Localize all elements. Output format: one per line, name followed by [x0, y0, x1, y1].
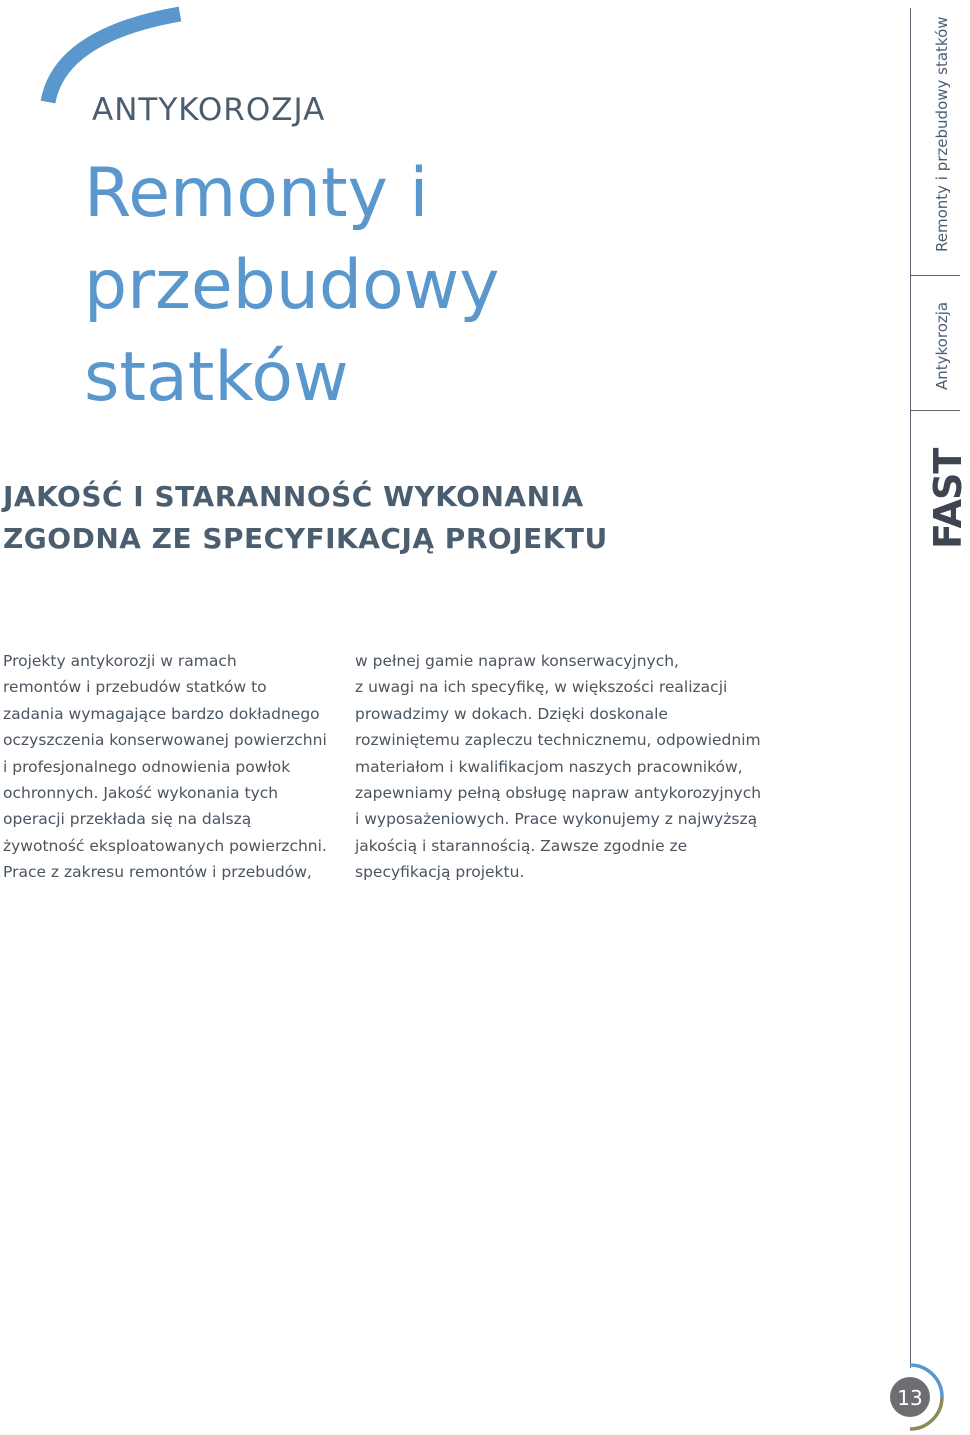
rail-divider — [910, 8, 911, 1368]
page-number: 13 — [897, 1386, 923, 1410]
rail-tick — [910, 410, 960, 411]
rail-section-title: Antykorozja — [933, 301, 951, 390]
page-title — [84, 148, 864, 424]
body-line: i profesjonalnego odnowienia powłok — [3, 757, 291, 776]
body-line: materiałom i kwalifikacjom naszych pracowników, — [355, 757, 743, 776]
body-line: zadania wymagające bardzo dokładnego — [3, 704, 320, 723]
body-line: Projekty antykorozji w ramach — [3, 652, 237, 670]
subtitle-line-2: ZGODNA ZE SPECYFIKACJĄ PROJEKTU — [3, 522, 608, 555]
body-line: Prace z zakresu remontów i przebudów, — [3, 863, 312, 882]
body-line: żywotność eksploatowanych powierzchni. — [3, 836, 327, 855]
body-line: z uwagi na ich specyfikę, w większości realizacji — [355, 678, 728, 697]
section-kicker: ANTYKOROZJA — [92, 92, 326, 128]
body-line: w pełnej gamie napraw konserwacyjnych, — [355, 652, 679, 670]
body-line: oczyszczenia konserwowanej powierzchni — [3, 731, 327, 750]
body-line: prowadzimy w dokach. Dzięki doskonale — [355, 704, 668, 723]
body-line: remontów i przebudów statków to — [3, 678, 267, 697]
fast-logo: FAST — [926, 448, 970, 549]
rail-series-title: Remonty i przebudowy statków — [933, 16, 951, 252]
page-title-line-2: statków — [84, 338, 349, 417]
body-line: zapewniamy pełną obsługę napraw antykorozyjnych — [355, 784, 762, 803]
body-column-left — [3, 648, 333, 886]
body-line: jakością i starannością. Zawsze zgodnie ze — [355, 836, 688, 855]
body-line: ochronnych. Jakość wykonania tych — [3, 784, 279, 803]
body-line: i wyposażeniowych. Prace wykonujemy z najwyższą — [355, 810, 758, 829]
body-line: operacji przekłada się na dalszą — [3, 810, 252, 829]
subtitle-line-1: JAKOŚĆ I STARANNOŚĆ WYKONANIA — [3, 480, 584, 513]
subtitle — [3, 476, 803, 560]
body-line: rozwiniętemu zapleczu technicznemu, odpowiednim — [355, 731, 761, 750]
body-column-right — [355, 648, 775, 886]
page-title-line-1: Remonty i przebudowy — [84, 154, 500, 325]
rail-tick — [910, 275, 960, 276]
body-line: specyfikacją projektu. — [355, 863, 525, 882]
